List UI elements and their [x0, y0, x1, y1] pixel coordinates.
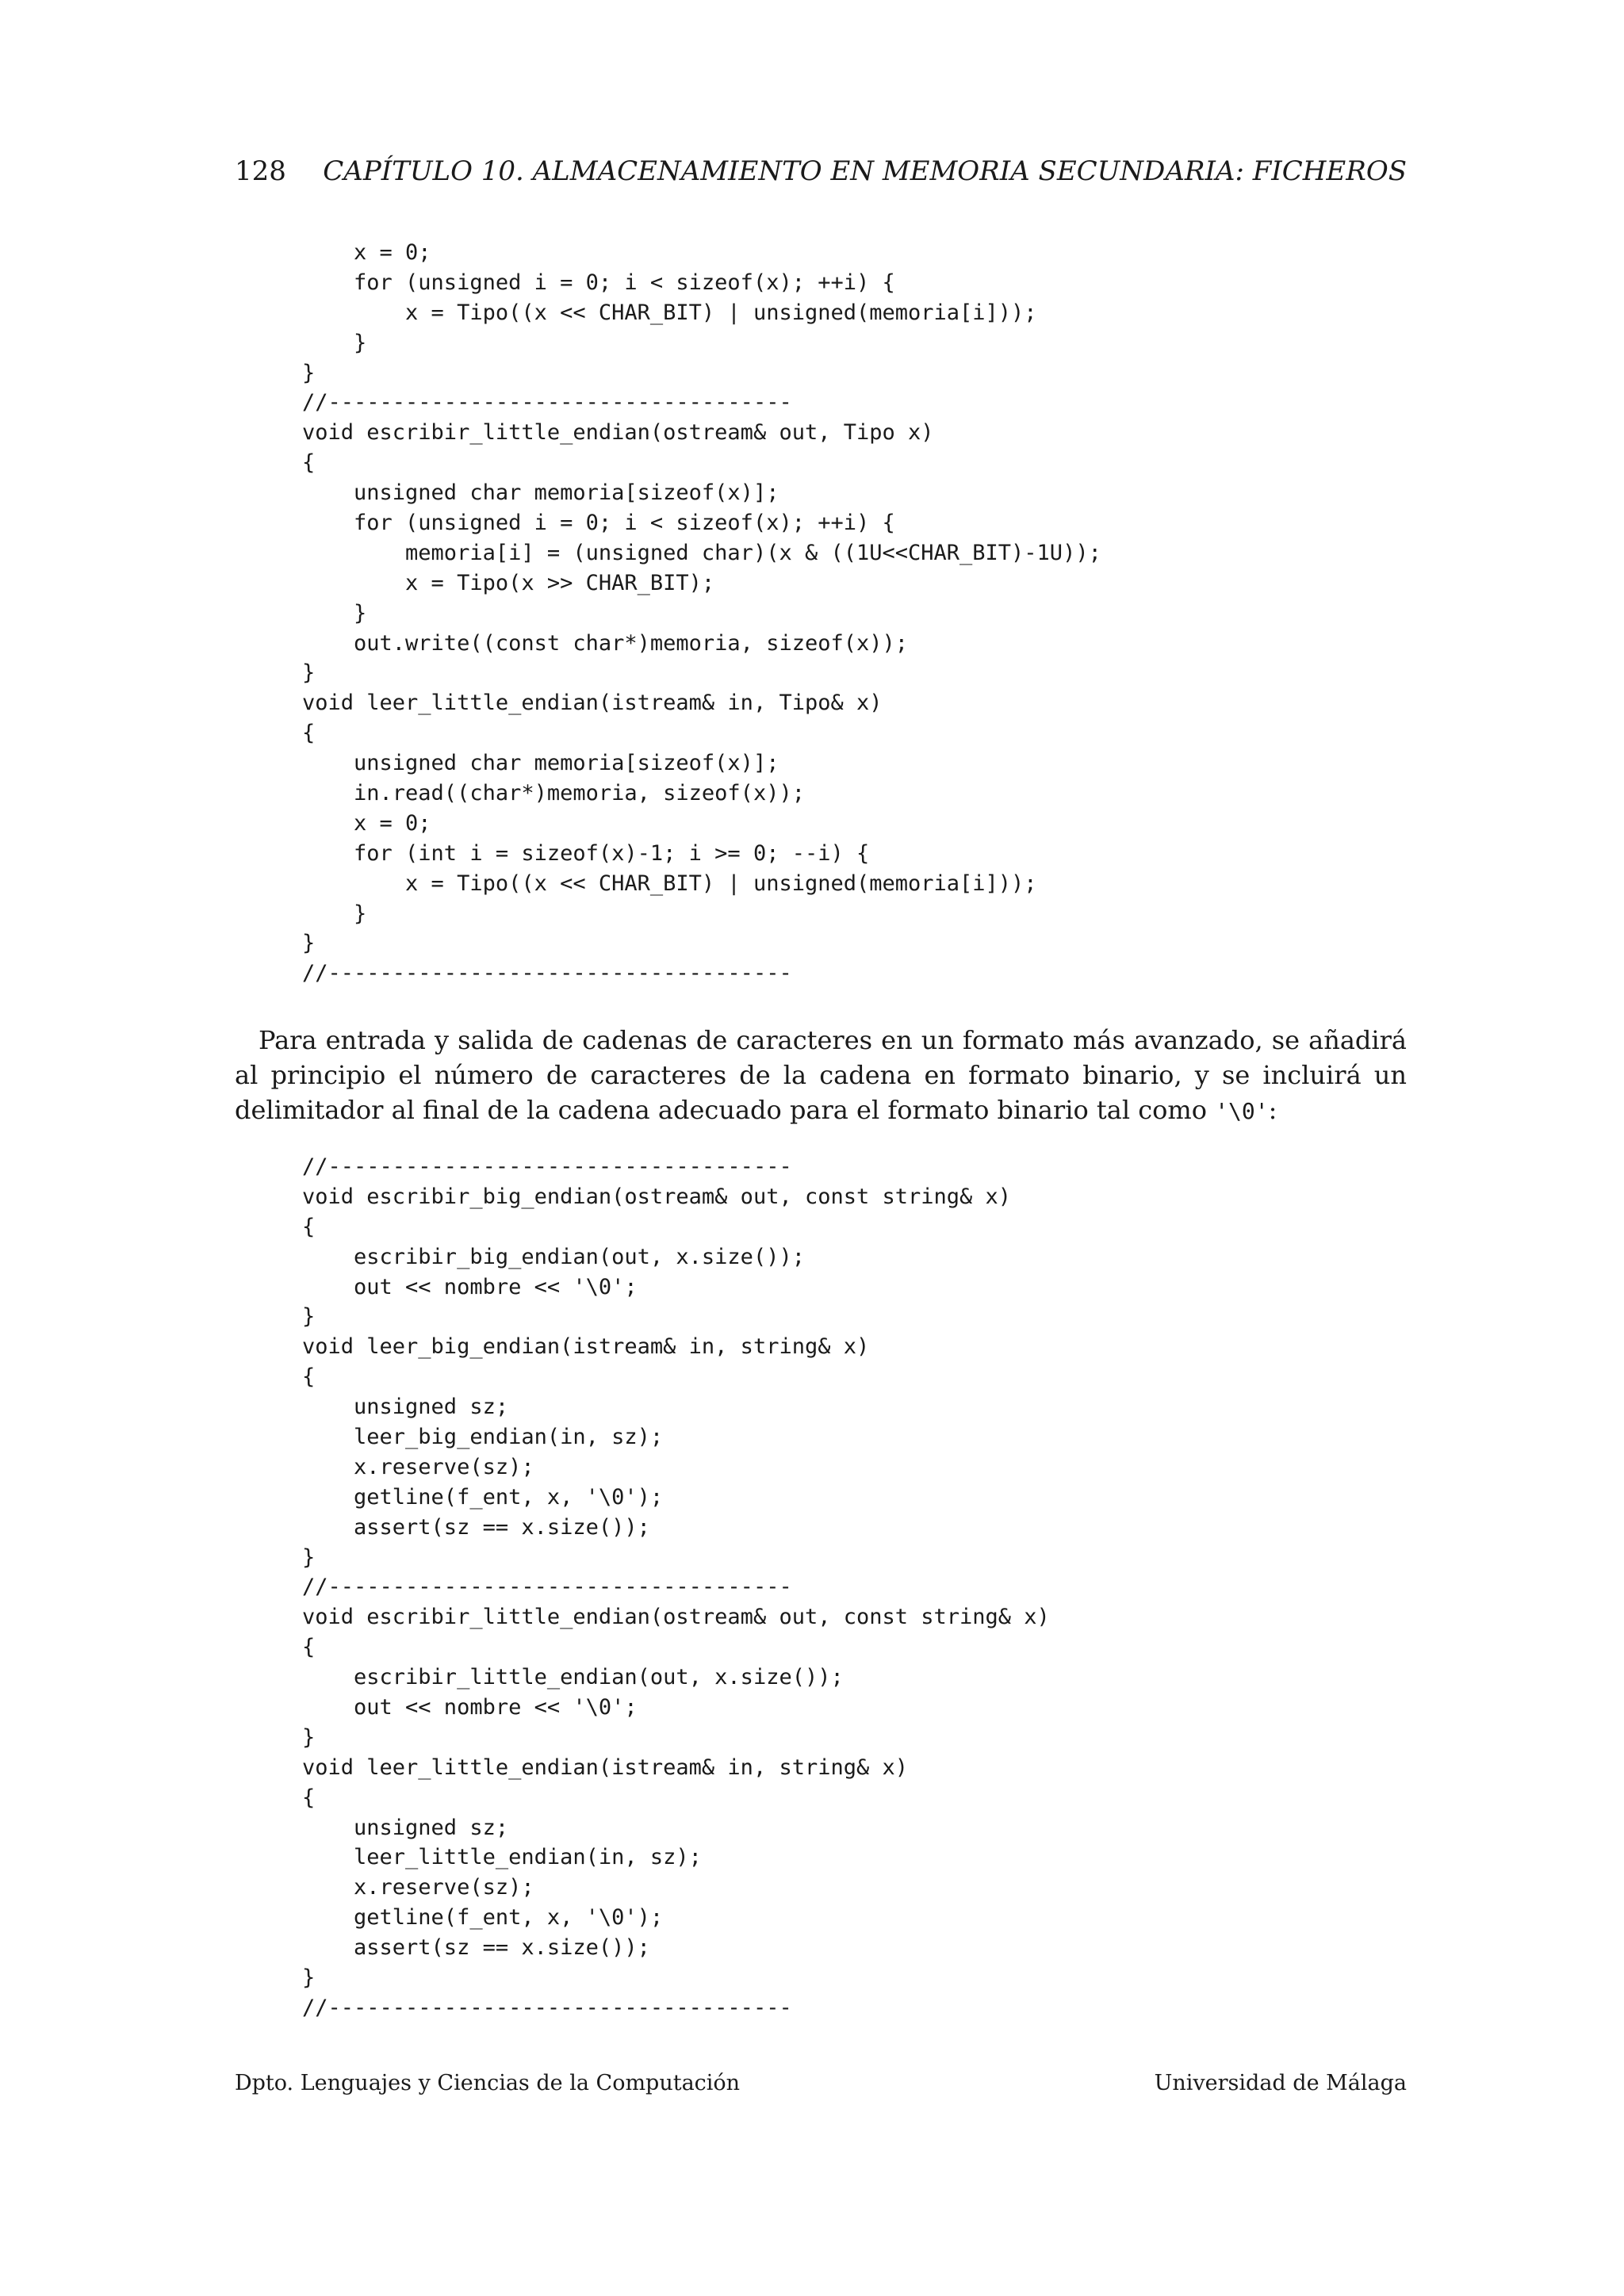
code-line: x = Tipo((x << CHAR_BIT) | unsigned(memoria[i]));	[302, 871, 1037, 896]
code-line: getline(f_ent, x, '\0');	[302, 1905, 664, 1931]
code-line: escribir_little_endian(out, x.size());	[302, 1665, 844, 1690]
code-line: void leer_little_endian(istream& in, Tipo& x)	[302, 691, 883, 716]
code-line: out.write((const char*)memoria, sizeof(x));	[302, 630, 909, 656]
code-line: //------------------------------------	[302, 1154, 792, 1179]
code-line: unsigned sz;	[302, 1815, 509, 1840]
code-line: }	[302, 1544, 316, 1570]
paragraph-text: Para entrada y salida de cadenas de caracteres en un formato más avanzado, se añadirá al principio el número de caracteres de la cadena en formato binario, y se incluirá un delimitador al final de la cadena adecuado para el formato binario tal como	[235, 1025, 1407, 1125]
code-line: //------------------------------------	[302, 390, 792, 415]
code-line: {	[302, 1364, 316, 1390]
code-line: }	[302, 931, 316, 956]
code-line: {	[302, 1785, 316, 1810]
code-line: unsigned char memoria[sizeof(x)];	[302, 751, 779, 776]
code-line: //------------------------------------	[302, 1575, 792, 1600]
code-line: {	[302, 450, 316, 476]
code-line: for (unsigned i = 0; i < sizeof(x); ++i) {	[302, 270, 895, 295]
code-line: void leer_big_endian(istream& in, string& x)	[302, 1334, 870, 1360]
code-line: x.reserve(sz);	[302, 1454, 534, 1479]
page-header	[235, 155, 1407, 195]
code-line: //------------------------------------	[302, 961, 792, 986]
code-line: assert(sz == x.size());	[302, 1514, 650, 1540]
code-line: out << nombre << '\0';	[302, 1695, 638, 1720]
code-line: {	[302, 1214, 316, 1239]
code-line: out << nombre << '\0';	[302, 1274, 638, 1299]
code-line: x = 0;	[302, 240, 431, 265]
code-line: void escribir_little_endian(ostream& out, const string& x)	[302, 1605, 1050, 1630]
code-line: x = 0;	[302, 810, 431, 836]
chapter-title: CAPÍTULO 10. ALMACENAMIENTO EN MEMORIA SECUNDARIA: FICHEROS	[323, 155, 1407, 187]
code-line: leer_big_endian(in, sz);	[302, 1425, 664, 1450]
body-paragraph	[235, 1023, 1407, 1129]
code-line: getline(f_ent, x, '\0');	[302, 1484, 664, 1510]
code-line: }	[302, 1724, 316, 1750]
code-line: }	[302, 901, 367, 926]
code-line: x = Tipo(x >> CHAR_BIT);	[302, 570, 715, 595]
code-block-binary-string-io	[302, 1152, 1050, 2023]
code-line: escribir_big_endian(out, x.size());	[302, 1244, 805, 1269]
code-line: //------------------------------------	[302, 1995, 792, 2020]
page-number: 128	[235, 155, 286, 187]
code-line: unsigned sz;	[302, 1395, 509, 1420]
code-line: memoria[i] = (unsigned char)(x & ((1U<<CHAR_BIT)-1U));	[302, 540, 1101, 565]
code-line: for (unsigned i = 0; i < sizeof(x); ++i) {	[302, 511, 895, 536]
code-block-binary-integer-io	[302, 238, 1101, 989]
code-line: void escribir_little_endian(ostream& out, Tipo x)	[302, 420, 934, 446]
code-line: }	[302, 1304, 316, 1330]
code-line: for (int i = sizeof(x)-1; i >= 0; --i) {	[302, 840, 870, 866]
code-line: {	[302, 721, 316, 746]
code-line: }	[302, 660, 316, 686]
code-line: }	[302, 1965, 316, 1991]
code-line: }	[302, 330, 367, 355]
page-footer	[235, 2071, 1407, 2103]
code-line: void escribir_big_endian(ostream& out, const string& x)	[302, 1184, 1012, 1209]
inline-code-null-delimiter: '\0'	[1215, 1098, 1269, 1124]
code-line: x.reserve(sz);	[302, 1875, 534, 1900]
code-line: x = Tipo((x << CHAR_BIT) | unsigned(memoria[i]));	[302, 300, 1037, 325]
code-line: in.read((char*)memoria, sizeof(x));	[302, 781, 805, 806]
paragraph-tail: :	[1268, 1095, 1277, 1125]
code-line: {	[302, 1635, 316, 1660]
code-line: void leer_little_endian(istream& in, string& x)	[302, 1755, 909, 1780]
footer-department: Dpto. Lenguajes y Ciencias de la Computación	[235, 2071, 741, 2095]
code-line: assert(sz == x.size());	[302, 1935, 650, 1961]
code-line: leer_little_endian(in, sz);	[302, 1845, 702, 1870]
code-line: }	[302, 360, 316, 385]
code-line: }	[302, 600, 367, 626]
code-line: unsigned char memoria[sizeof(x)];	[302, 480, 779, 506]
footer-university: Universidad de Málaga	[1154, 2071, 1407, 2095]
